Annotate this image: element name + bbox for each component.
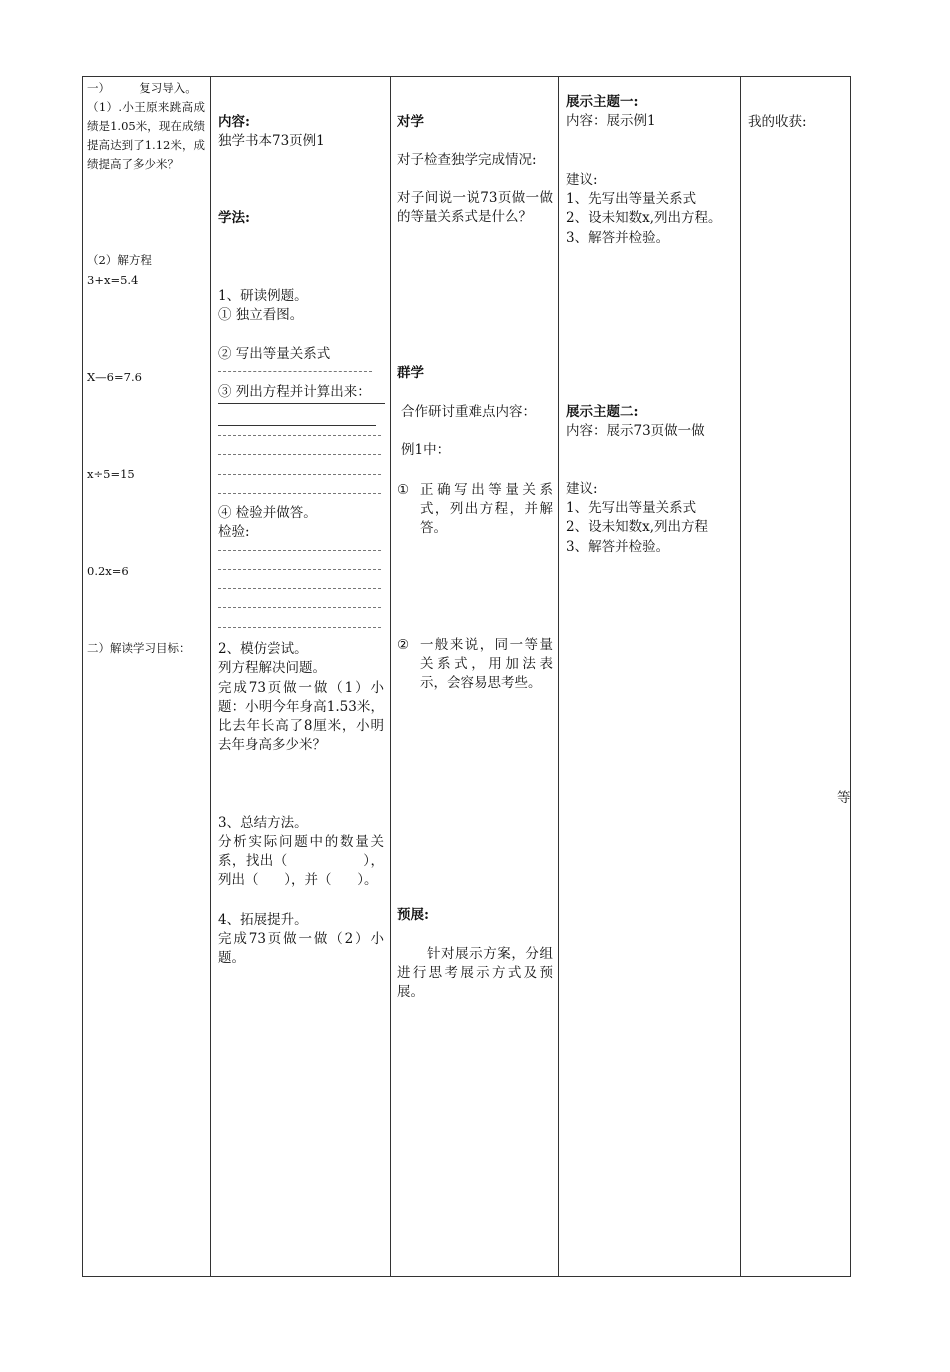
step-3a: 分析实际问题中的数量关系，找出（ ），列出（ ），并（ ）。 [218,834,384,888]
step-4a: 完成73页做一做（2）小题。 [218,931,384,966]
answer-line [218,588,381,589]
point-2-text: 一般来说，同一等量关系式，用加法表示，会容易思考些。 [420,637,553,691]
review-column [83,77,210,1276]
equation-1: 3+x=5.4 [87,273,139,287]
preview-text: 针对展示方案，分组进行思考展示方式及预展。 [397,946,553,1000]
topic-1-suggestion-2: 2、设未知数x,列出方程。 [566,210,722,226]
answer-line [218,550,381,551]
step-2a: 列方程解决问题。 [218,660,326,676]
content-text: 独学书本73页例1 [218,133,325,149]
equation-2: X—6=7.6 [87,370,142,384]
cooperation-column [391,77,558,1276]
solve-equation-label: （2）解方程 [87,253,152,267]
review-heading: 一） 复习导入。 [87,81,197,95]
point-2-number: ② [397,637,410,653]
review-question-1: （1）.小王原来跳高成绩是1.05米，现在成绩提高达到了1.12米，成绩提高了多少米？ [87,100,205,171]
step-3: 3、总结方法。 [218,815,308,831]
answer-line [218,627,381,628]
point-1-number: ① [397,482,410,498]
answer-line [218,403,385,404]
answer-line [218,607,381,608]
presentation-column [559,77,740,1276]
group-study-label: 群学 [397,365,424,381]
answer-line [218,454,381,455]
answer-line [218,371,372,372]
answer-line [218,493,381,494]
preview-label: 预展: [397,907,429,923]
self-study-column [211,77,390,1276]
example-label: 例1中： [401,442,451,458]
check-label: 检验: [218,524,250,540]
step-2: 2、模仿尝试。 [218,641,308,657]
pair-study-question: 对子间说一说73页做一做的等量关系式是什么？ [397,190,553,225]
topic-2-suggestion-1: 1、先写出等量关系式 [566,500,697,516]
topic-1-suggestion-3: 3、解答并检验。 [566,230,670,246]
group-study-text: 合作研讨重难点内容： [401,404,536,420]
step-1a: ① 独立看图。 [218,307,304,323]
margin-character: 等 [837,790,851,806]
answer-line [218,474,381,475]
learning-goals-heading: 二）解读学习目标： [87,641,191,655]
step-2b: 完成73页做一做（1）小题：小明今年身高1.53米，比去年长高了8厘米，小明去年身高多少米？ [218,680,384,753]
topic-1-suggestion-1: 1、先写出等量关系式 [566,191,697,207]
step-1: 1、研读例题。 [218,288,308,304]
topic-2-suggestion-label: 建议: [566,481,598,497]
topic-2-suggestion-3: 3、解答并检验。 [566,539,670,555]
step-1c: ③ 列出方程并计算出来： [218,384,371,400]
step-1d: ④ 检验并做答。 [218,505,317,521]
topic-2-content: 内容：展示73页做一做 [566,423,705,439]
topic-1-label: 展示主题一: [566,94,639,110]
topic-2-label: 展示主题二: [566,404,639,420]
equation-4: 0.2x=6 [87,564,129,578]
answer-line [218,569,381,570]
topic-2-suggestion-2: 2、设未知数x,列出方程 [566,519,708,535]
pair-study-text: 对子检查独学完成情况: [397,152,537,168]
method-label: 学法: [218,210,250,226]
point-1-text: 正确写出等量关系式，列出方程，并解答。 [420,482,553,536]
topic-1-suggestion-label: 建议: [566,172,598,188]
topic-1-content: 内容：展示例1 [566,113,656,129]
step-1b: ② 写出等量关系式 [218,346,331,362]
pair-study-label: 对学 [397,114,424,130]
equation-3: x÷5=15 [87,467,135,481]
answer-line [218,425,376,426]
content-label: 内容: [218,114,250,130]
answer-line [218,435,381,436]
harvest-label: 我的收获: [748,114,807,130]
lesson-table [82,76,851,1277]
harvest-column [741,77,851,1276]
step-4: 4、拓展提升。 [218,912,308,928]
